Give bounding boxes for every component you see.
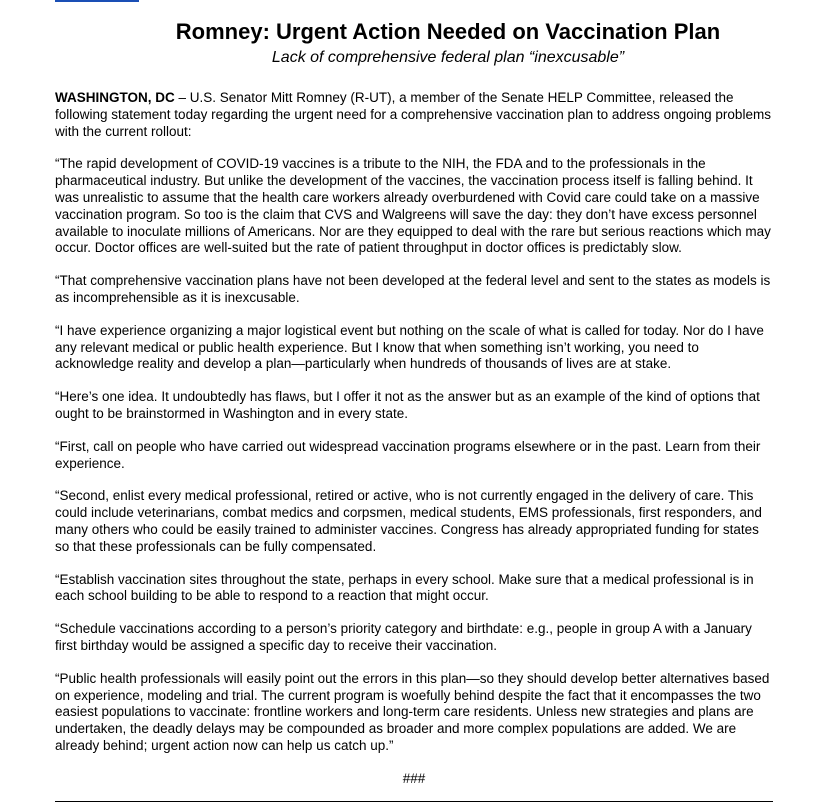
statement-paragraph: “Schedule vaccinations according to a person’s priority category and birthdate: e.g., people in group A with a January first birthday would be assigned a specific day to receive their vaccination. [55,621,752,653]
statement-paragraph: “The rapid development of COVID-19 vaccines is a tribute to the NIH, the FDA and to the professionals in the pharmaceutical industry. But unlike the development of the vaccines, the vaccination process itself is falling behind. It was unrealistic to assume that the health care workers already overburdened with Covid care could take on a massive vaccination program. So too is the claim that CVS and Walgreens will save the day: they don’t have excess personnel available to inoculate millions of Americans. Nor are they equipped to deal with the rare but serious reactions which may occur. Doctor offices are well-suited but the rate of patient throughput in doctor offices is predictably slow. [55,156,771,256]
page-subtitle: Lack of comprehensive federal plan “inexcusable” [271,49,625,66]
page-title: Romney: Urgent Action Needed on Vaccination Plan [175,19,721,44]
statement-paragraph: “Here’s one idea. It undoubtedly has flaws, but I offer it not as the answer but as an example of the kind of options that ought to be brainstormed in Washington and in every state. [55,389,760,421]
statement-paragraph: “I have experience organizing a major logistical event but nothing on the scale of what is called for today. Nor do I have any relevant medical or public health experience. But I know that when something isn’t working, you need to acknowledge reality and develop a plan—particularly when hundreds of thousands of lives are at stake. [55,322,764,372]
end-mark: ### [402,770,426,786]
statement-paragraph: “First, call on people who have carried out widespread vaccination programs elsewhere or in the past. Learn from their experience. [55,438,761,471]
statement-paragraph: “Second, enlist every medical professional, retired or active, who is not currently engaged in the delivery of care. This could include veterinarians, combat medics and corpsmen, medical students, EMS professionals, first responders, and many others who could be easily trained to administer vaccines. Congress has already appropriated funding for states so that these professionals can be fully compensated. [55,488,762,554]
intro-paragraph [55,90,773,140]
bottom-divider [55,801,773,802]
statement-paragraph: “Public health professionals will easily point out the errors in this plan—so they should develop better alternatives based on experience, modeling and trial. The current program is woefully behind despite the fact that it encompasses the two easiest populations to vaccinate: frontline workers and long-term care residents. Unless new strategies and plans are undertaken, the deadly delays may be compounded as broader and more complex populations are added. We are already behind; urgent action now can help us catch up.” [55,670,770,753]
intro-text: – U.S. Senator Mitt Romney (R-UT), a member of the Senate HELP Committee, released the following statement today regarding the urgent need for a comprehensive vaccination plan to address ongoing problems with the current rollout: [55,90,771,139]
dateline: WASHINGTON, DC [55,90,175,105]
top-link-underline[interactable] [55,0,139,2]
statement-paragraph: “That comprehensive vaccination plans have not been developed at the federal level and sent to the states as models is as incomprehensible as it is inexcusable. [55,273,771,305]
statement-paragraph: “Establish vaccination sites throughout the state, perhaps in every school. Make sure that a medical professional is in each school building to be able to respond to a reaction that might occur. [55,571,754,604]
press-release [55,16,773,787]
